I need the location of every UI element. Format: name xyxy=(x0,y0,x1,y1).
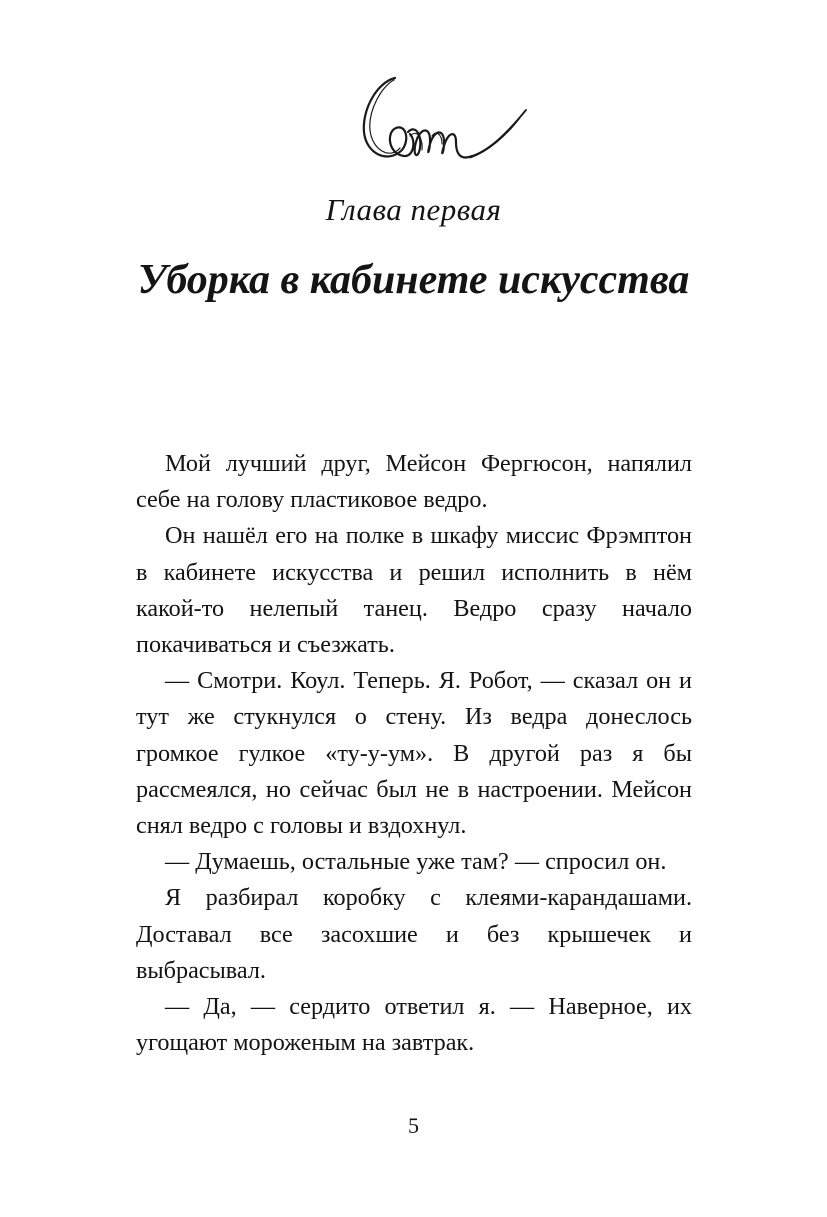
paragraph: Я разбирал коробку с клеями-карандашами. Доставал все засохшие и без крышечек и выбрасывал. xyxy=(136,884,692,984)
chapter-label: Глава первая xyxy=(325,192,502,227)
paragraph: — Думаешь, остальные уже там? — спросил он. xyxy=(165,848,667,876)
body-text xyxy=(136,446,692,1061)
chapter-title: Уборка в кабинете искусства xyxy=(137,257,690,303)
paragraph: Он нашёл его на полке в шкафу миссис Фрэмптон в кабинете искусства и решил исполнить в нём какой-то нелепый танец. Ведро сразу начало покачиваться и съезжать. xyxy=(136,522,692,659)
paragraph: — Да, — сердито ответил я. — Наверное, их угощают мороженым на завтрак. xyxy=(136,993,692,1057)
page-number: 5 xyxy=(408,1113,419,1138)
paragraph: Мой лучший друг, Мейсон Фергюсон, напялил себе на голову пластиковое ведро. xyxy=(136,450,692,514)
paragraph: — Смотри. Коул. Теперь. Я. Робот, — сказал он и тут же стукнулся о стену. Из ведра донеслось громкое гулкое «ту-у-ум». В другой раз я бы рассмеялся, но сейчас был не в настроении. Мейсон снял ведро с головы и вздохнул. xyxy=(136,667,692,840)
calligraphic-flourish-icon xyxy=(350,70,535,170)
